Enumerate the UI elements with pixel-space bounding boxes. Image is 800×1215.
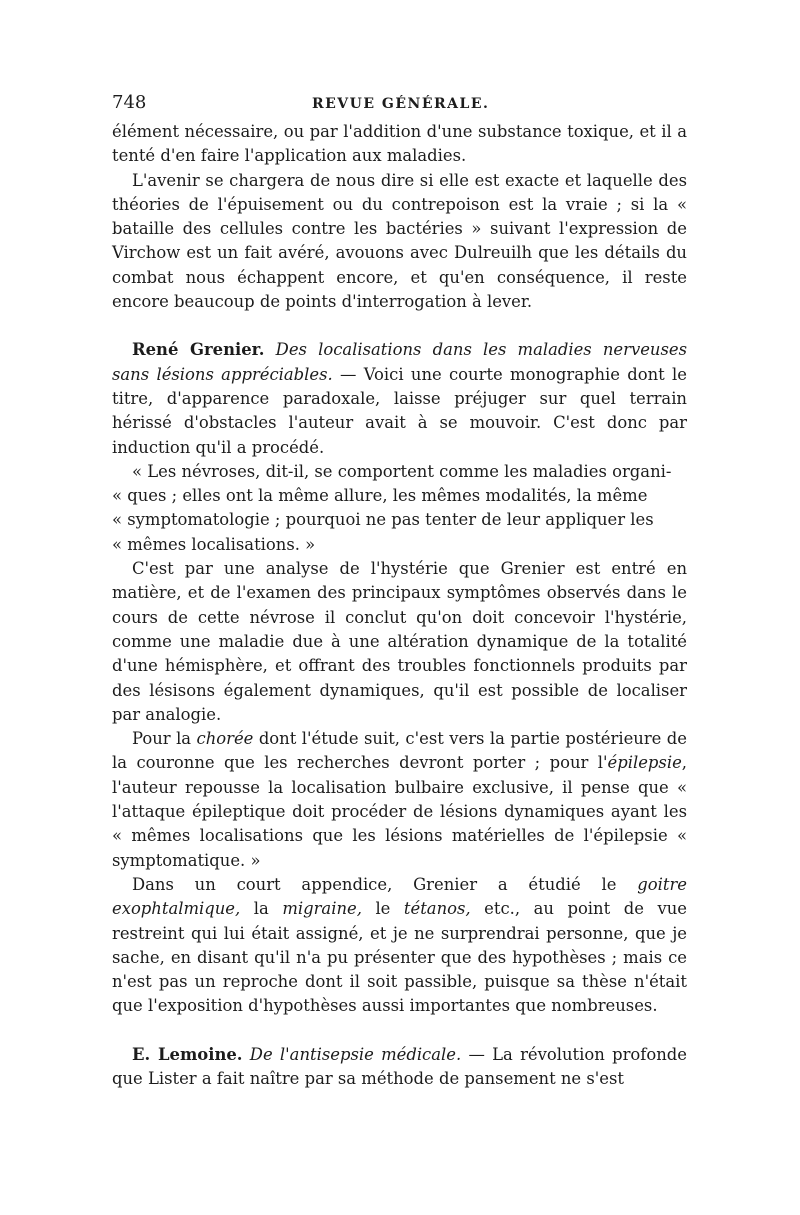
- author-lemoine: E. Lemoine.: [132, 1044, 243, 1064]
- paragraph-1: élément nécessaire, ou par l'addition d'une substance toxique, et il a tenté d'en faire l'application aux maladies.: [112, 122, 687, 166]
- chorea-text-c: , l'auteur repousse la localisation bulbaire exclusive, il pense que « l'attaque épileptique doit procéder de lésions dynamiques ayant les « mêmes localisations que les lésions matérielles de l'épilepsie « symptomatique. »: [112, 753, 687, 870]
- quote-line-1: « Les névroses, dit-il, se comportent comme les maladies organi-: [132, 461, 672, 481]
- title-lemoine: De l'antisepsie médicale.: [249, 1044, 462, 1064]
- page-header: [112, 92, 687, 120]
- paragraph-chorea: [112, 727, 687, 873]
- chorea-text-b: dont l'étude suit, c'est vers la partie postérieure de la couronne que les recherches devront porter ; pour l': [112, 729, 687, 773]
- tetanos-term: tétanos,: [403, 899, 471, 919]
- review-lemoine: [112, 1043, 687, 1092]
- chorea-term: chorée: [196, 729, 254, 749]
- running-head: REVUE GÉNÉRALE.: [312, 96, 490, 112]
- text-lemoine: — La révolution profonde que Lister a fait naître par sa méthode de pansement ne s'est: [112, 1044, 687, 1088]
- appendix-text-d: etc., au point de vue restreint qui lui était assigné, et je ne surprendrai personne, que je sache, en disant qu'il n'a pu présenter que des hypothèses ; mais ce n'est pas un reproche dont il soit passible, puisque sa thèse n'était que l'exposition d'hypothèses aussi importantes que nombreuses.: [112, 899, 687, 1016]
- epilepsy-term: épilepsie: [607, 753, 682, 773]
- appendix-text-a: Dans un court appendice, Grenier a étudié le: [132, 874, 638, 894]
- goitre-term: goitre exophtalmique,: [112, 874, 687, 919]
- paragraph-hysteria: C'est par une analyse de l'hystérie que Grenier est entré en matière, et de l'examen des principaux symptômes observés dans le cours de cette névrose il conclut qu'on doit concevoir l'hystérie, comme une maladie due à une altération dynamique de la totalité d'une hémisphère, et offrant des troubles fonctionnels produits par des lésisons également dynamiques, qu'il est possible de localiser par analogie.: [112, 559, 687, 724]
- quote-line-3: « symptomatologie ; pourquoi ne pas tenter de leur appliquer les: [112, 510, 654, 530]
- book-page: [112, 92, 687, 1091]
- appendix-text-c: le: [361, 899, 404, 919]
- paragraph-2: L'avenir se chargera de nous dire si elle est exacte et laquelle des théories de l'épuisement ou du contrepoison est la vraie ; si la « bataille des cellules contre les bactéries » suivant l'expression de Virchow est un fait avéré, avouons avec Dulreuilh que les détails du combat nous échappent encore, et qu'en conséquence, il reste encore beaucoup de points d'interrogation à lever.: [112, 170, 687, 312]
- quote-line-4: « mêmes localisations. »: [112, 534, 316, 554]
- body-text: [112, 120, 687, 1091]
- title-grenier: Des localisations dans les maladies nerveuses sans lésions appréciables.: [112, 340, 687, 384]
- migraine-term: migraine,: [282, 899, 362, 919]
- paragraph-appendix: [112, 873, 687, 1019]
- text-grenier: — Voici une courte monographie dont le titre, d'apparence paradoxale, laisse préjuger sur quel terrain hérissé d'obstacles l'auteur avait à se mouvoir. C'est donc par induction qu'il a procédé.: [112, 364, 687, 457]
- appendix-text-b: la: [240, 899, 283, 919]
- quote-line-2: « ques ; elles ont la même allure, les mêmes modalités, la même: [112, 486, 648, 506]
- author-grenier: René Grenier.: [132, 340, 265, 360]
- section-gap: [112, 314, 687, 338]
- section-gap-2: [112, 1019, 687, 1043]
- page-number: 748: [112, 92, 147, 113]
- chorea-text-a: Pour la: [132, 729, 197, 749]
- review-grenier: [112, 338, 687, 459]
